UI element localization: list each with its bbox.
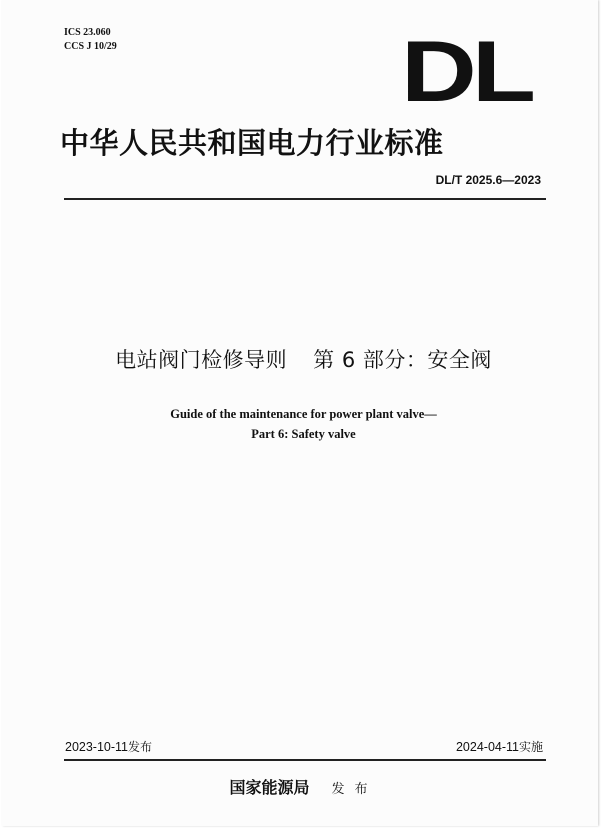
issuer-action: 发布: [331, 782, 378, 797]
publish-date: [65, 738, 152, 755]
implement-date: [456, 738, 543, 755]
ics-code: ICS 23.060: [64, 27, 111, 38]
top-divider: [64, 198, 546, 200]
issuer-name: 国家能源局: [229, 778, 310, 797]
implement-date-value: 2024-04-11: [455, 740, 519, 754]
title-part: 第 6 部分：安全阀: [313, 348, 492, 372]
bottom-divider: [64, 759, 546, 761]
publish-label: 发布: [128, 740, 153, 754]
standard-cover-page: [2, 0, 598, 826]
ccs-code: CCS J 10/29: [64, 41, 117, 52]
document-title-chinese: [2, 344, 603, 374]
issuing-authority: [2, 775, 603, 798]
publish-date-value: 2023-10-11: [65, 740, 129, 754]
standard-number: DL/T 2025.6—2023: [435, 173, 541, 187]
title-main: 电站阀门检修导则: [115, 348, 288, 372]
implement-label: 实施: [518, 740, 543, 754]
dl-logo: DL: [401, 24, 532, 120]
standard-category-title: 中华人民共和国电力行业标准: [60, 126, 444, 160]
document-title-english-line2: Part 6: Safety valve: [251, 427, 356, 441]
document-title-english-line1: Guide of the maintenance for power plant valve—: [170, 407, 437, 421]
